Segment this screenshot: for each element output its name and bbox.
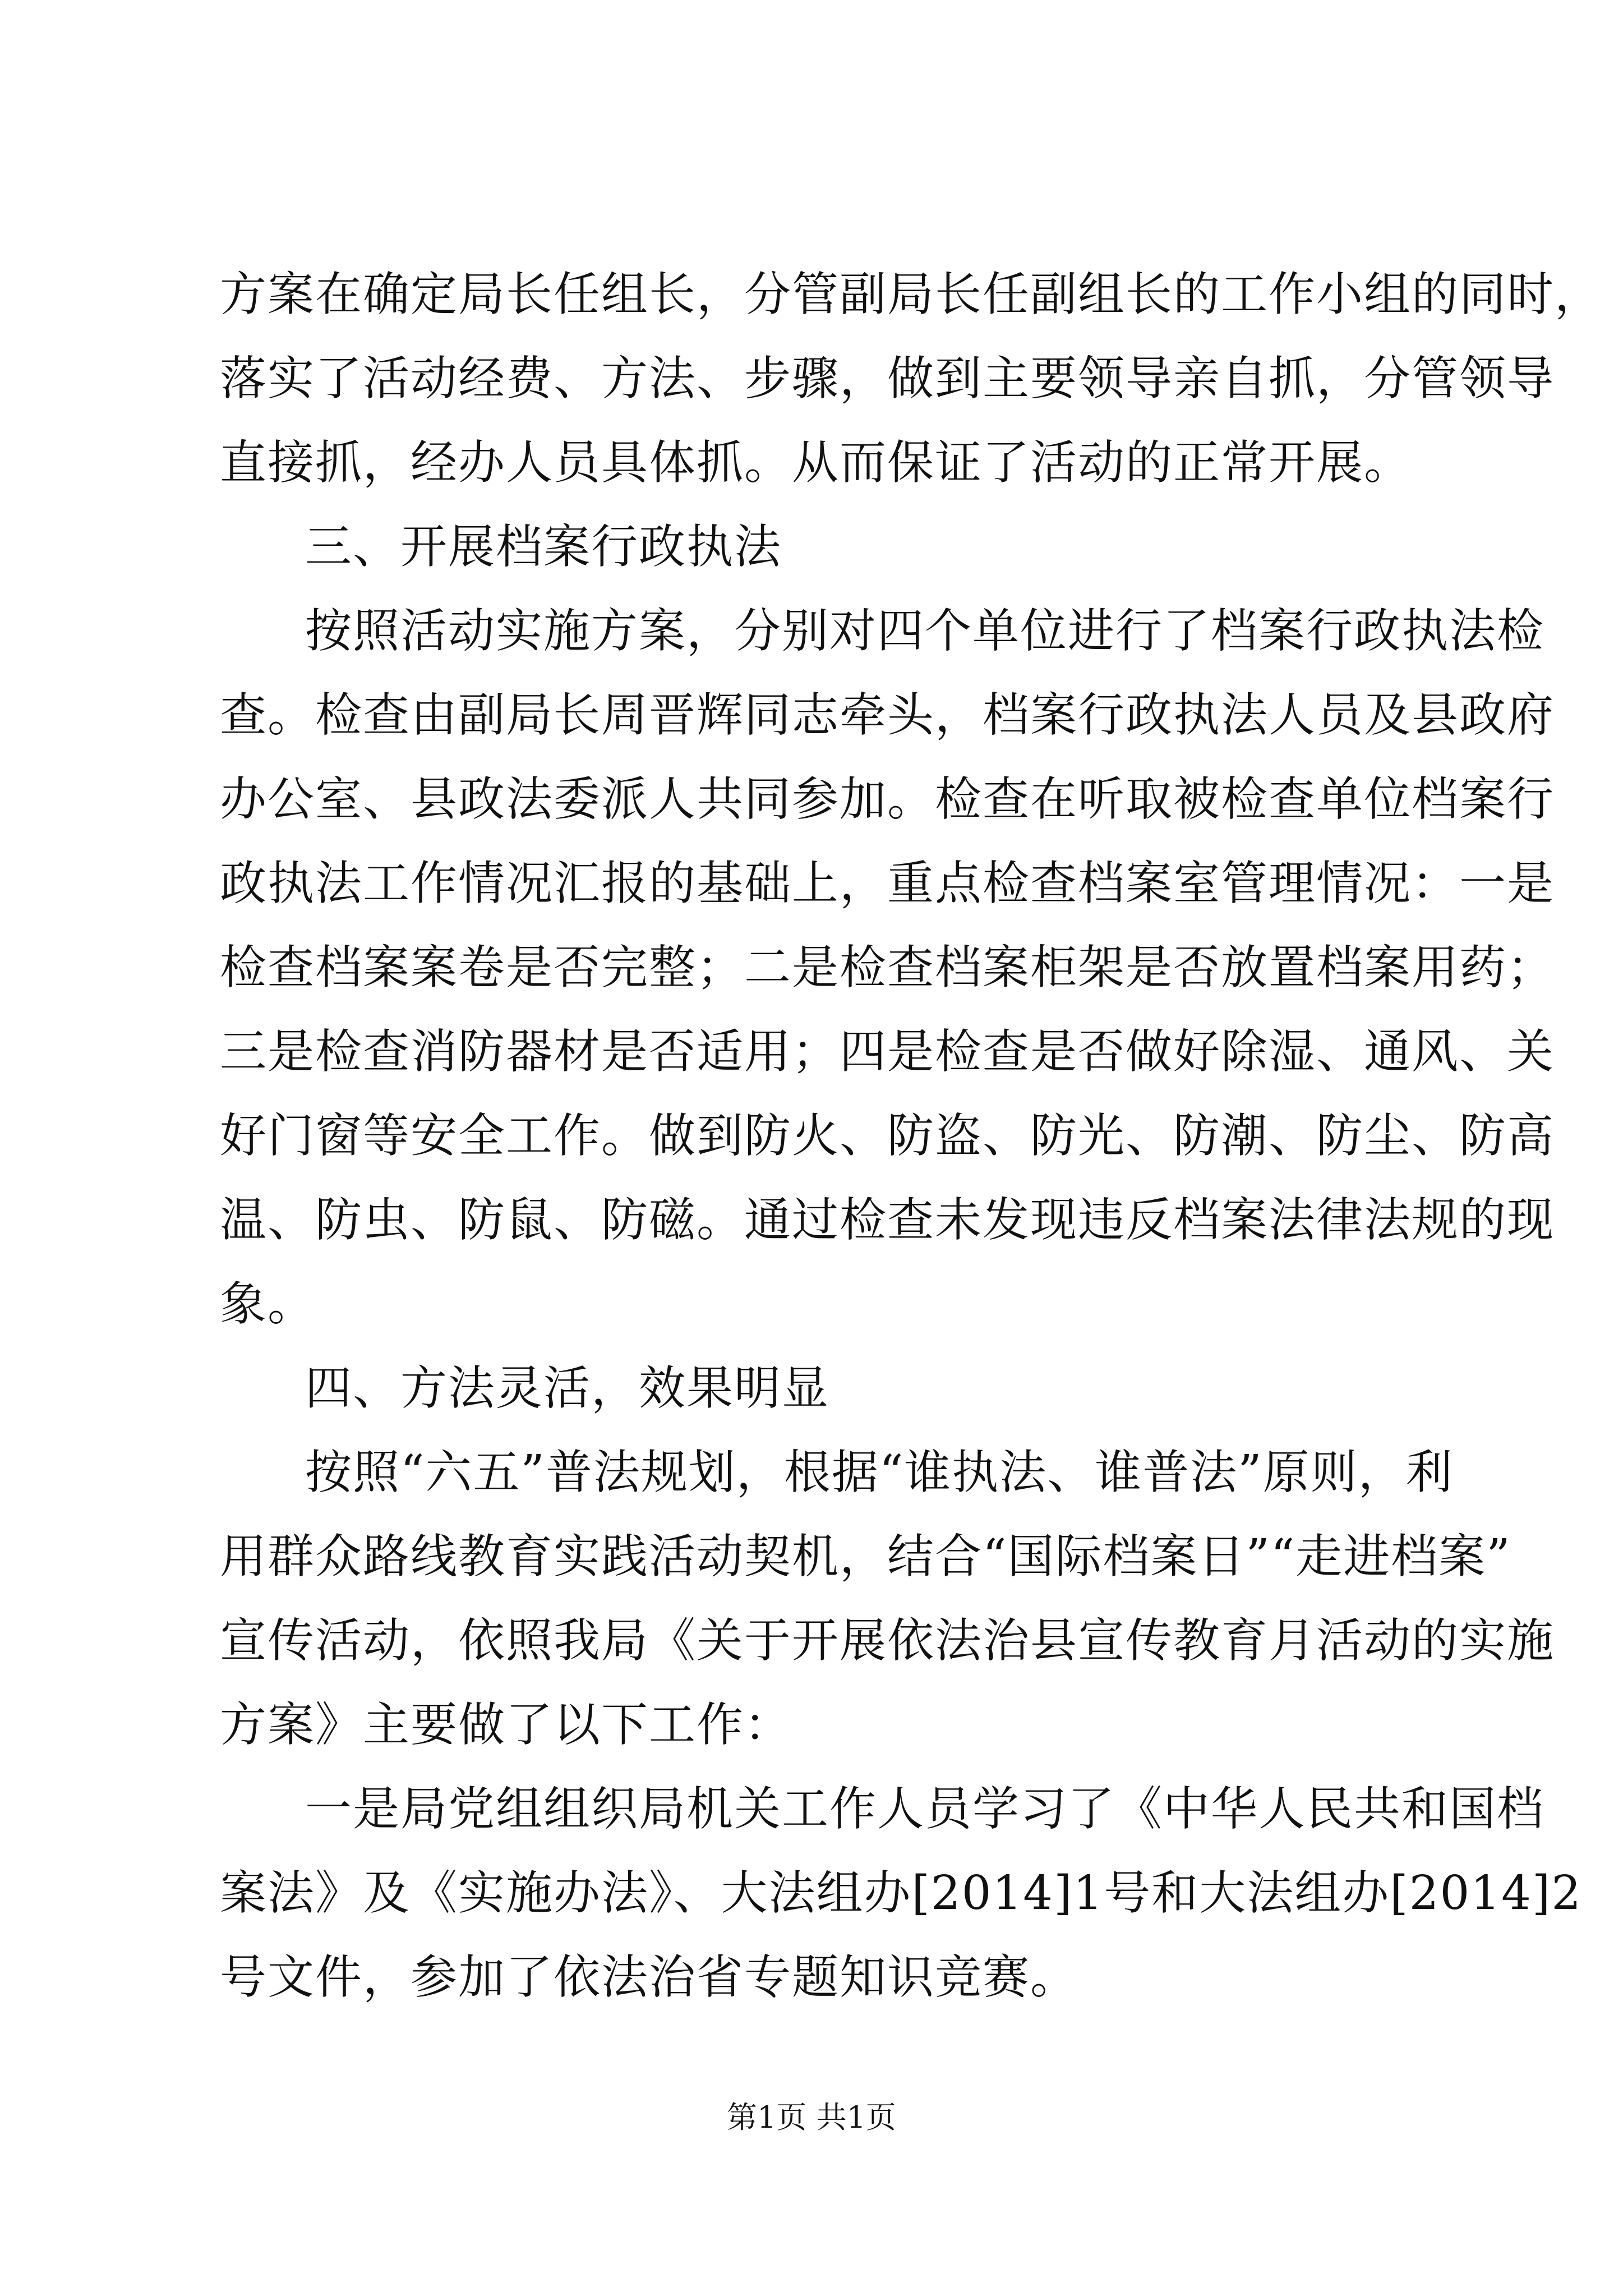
text-line: 方案》主要做了以下工作： — [220, 1697, 792, 1752]
text-line: 象。 — [220, 1277, 315, 1331]
section-heading: 四、方法灵活，效果明显 — [305, 1361, 829, 1415]
text-line: 办公室、县政法委派人共同参加。检查在听取被检查单位档案行 — [220, 772, 1555, 826]
text-line: 一是局党组组织局机关工作人员学习了《中华人民共和国档 — [305, 1782, 1544, 1836]
text-line: 落实了活动经费、方法、步骤，做到主要领导亲自抓，分管领导 — [220, 351, 1555, 406]
text-line: 按照活动实施方案，分别对四个单位进行了档案行政执法检 — [305, 604, 1544, 658]
text-line: 温、防虫、防鼠、防磁。通过检查未发现违反档案法律法规的现 — [220, 1193, 1555, 1247]
section-heading: 三、开展档案行政执法 — [305, 519, 782, 574]
text-line: 宣传活动，依照我局《关于开展依法治县宣传教育月活动的实施 — [220, 1613, 1555, 1668]
text-line: 用群众路线教育实践活动契机，结合“国际档案日”“走进档案” — [220, 1529, 1511, 1584]
text-line: 政执法工作情况汇报的基础上，重点检查档案室管理情况：一是 — [220, 856, 1555, 910]
page-footer: 第1页 共1页 — [727, 2100, 896, 2135]
text-line: 直接抓，经办人员具体抓。从而保证了活动的正常开展。 — [220, 435, 1412, 490]
text-line: 方案在确定局长任组长，分管副局长任副组长的工作小组的同时， — [220, 267, 1602, 321]
text-line: 查。检查由副局长周晋辉同志牵头，档案行政执法人员及县政府 — [220, 688, 1555, 742]
text-line: 三是检查消防器材是否适用；四是检查是否做好除湿、通风、关 — [220, 1024, 1555, 1079]
text-line: 好门窗等安全工作。做到防火、防盗、防光、防潮、防尘、防高 — [220, 1108, 1555, 1163]
text-line: 按照“六五”普法规划，根据“谁执法、谁普法”原则，利 — [305, 1445, 1454, 1499]
text-line: 检查档案案卷是否完整；二是检查档案柜架是否放置档案用药； — [220, 940, 1555, 995]
text-line: 案法》及《实施办法》、大法组办[2014]1号和大法组办[2014]2 — [220, 1866, 1583, 1920]
text-line: 号文件，参加了依法治省专题知识竞赛。 — [220, 1950, 1078, 2004]
